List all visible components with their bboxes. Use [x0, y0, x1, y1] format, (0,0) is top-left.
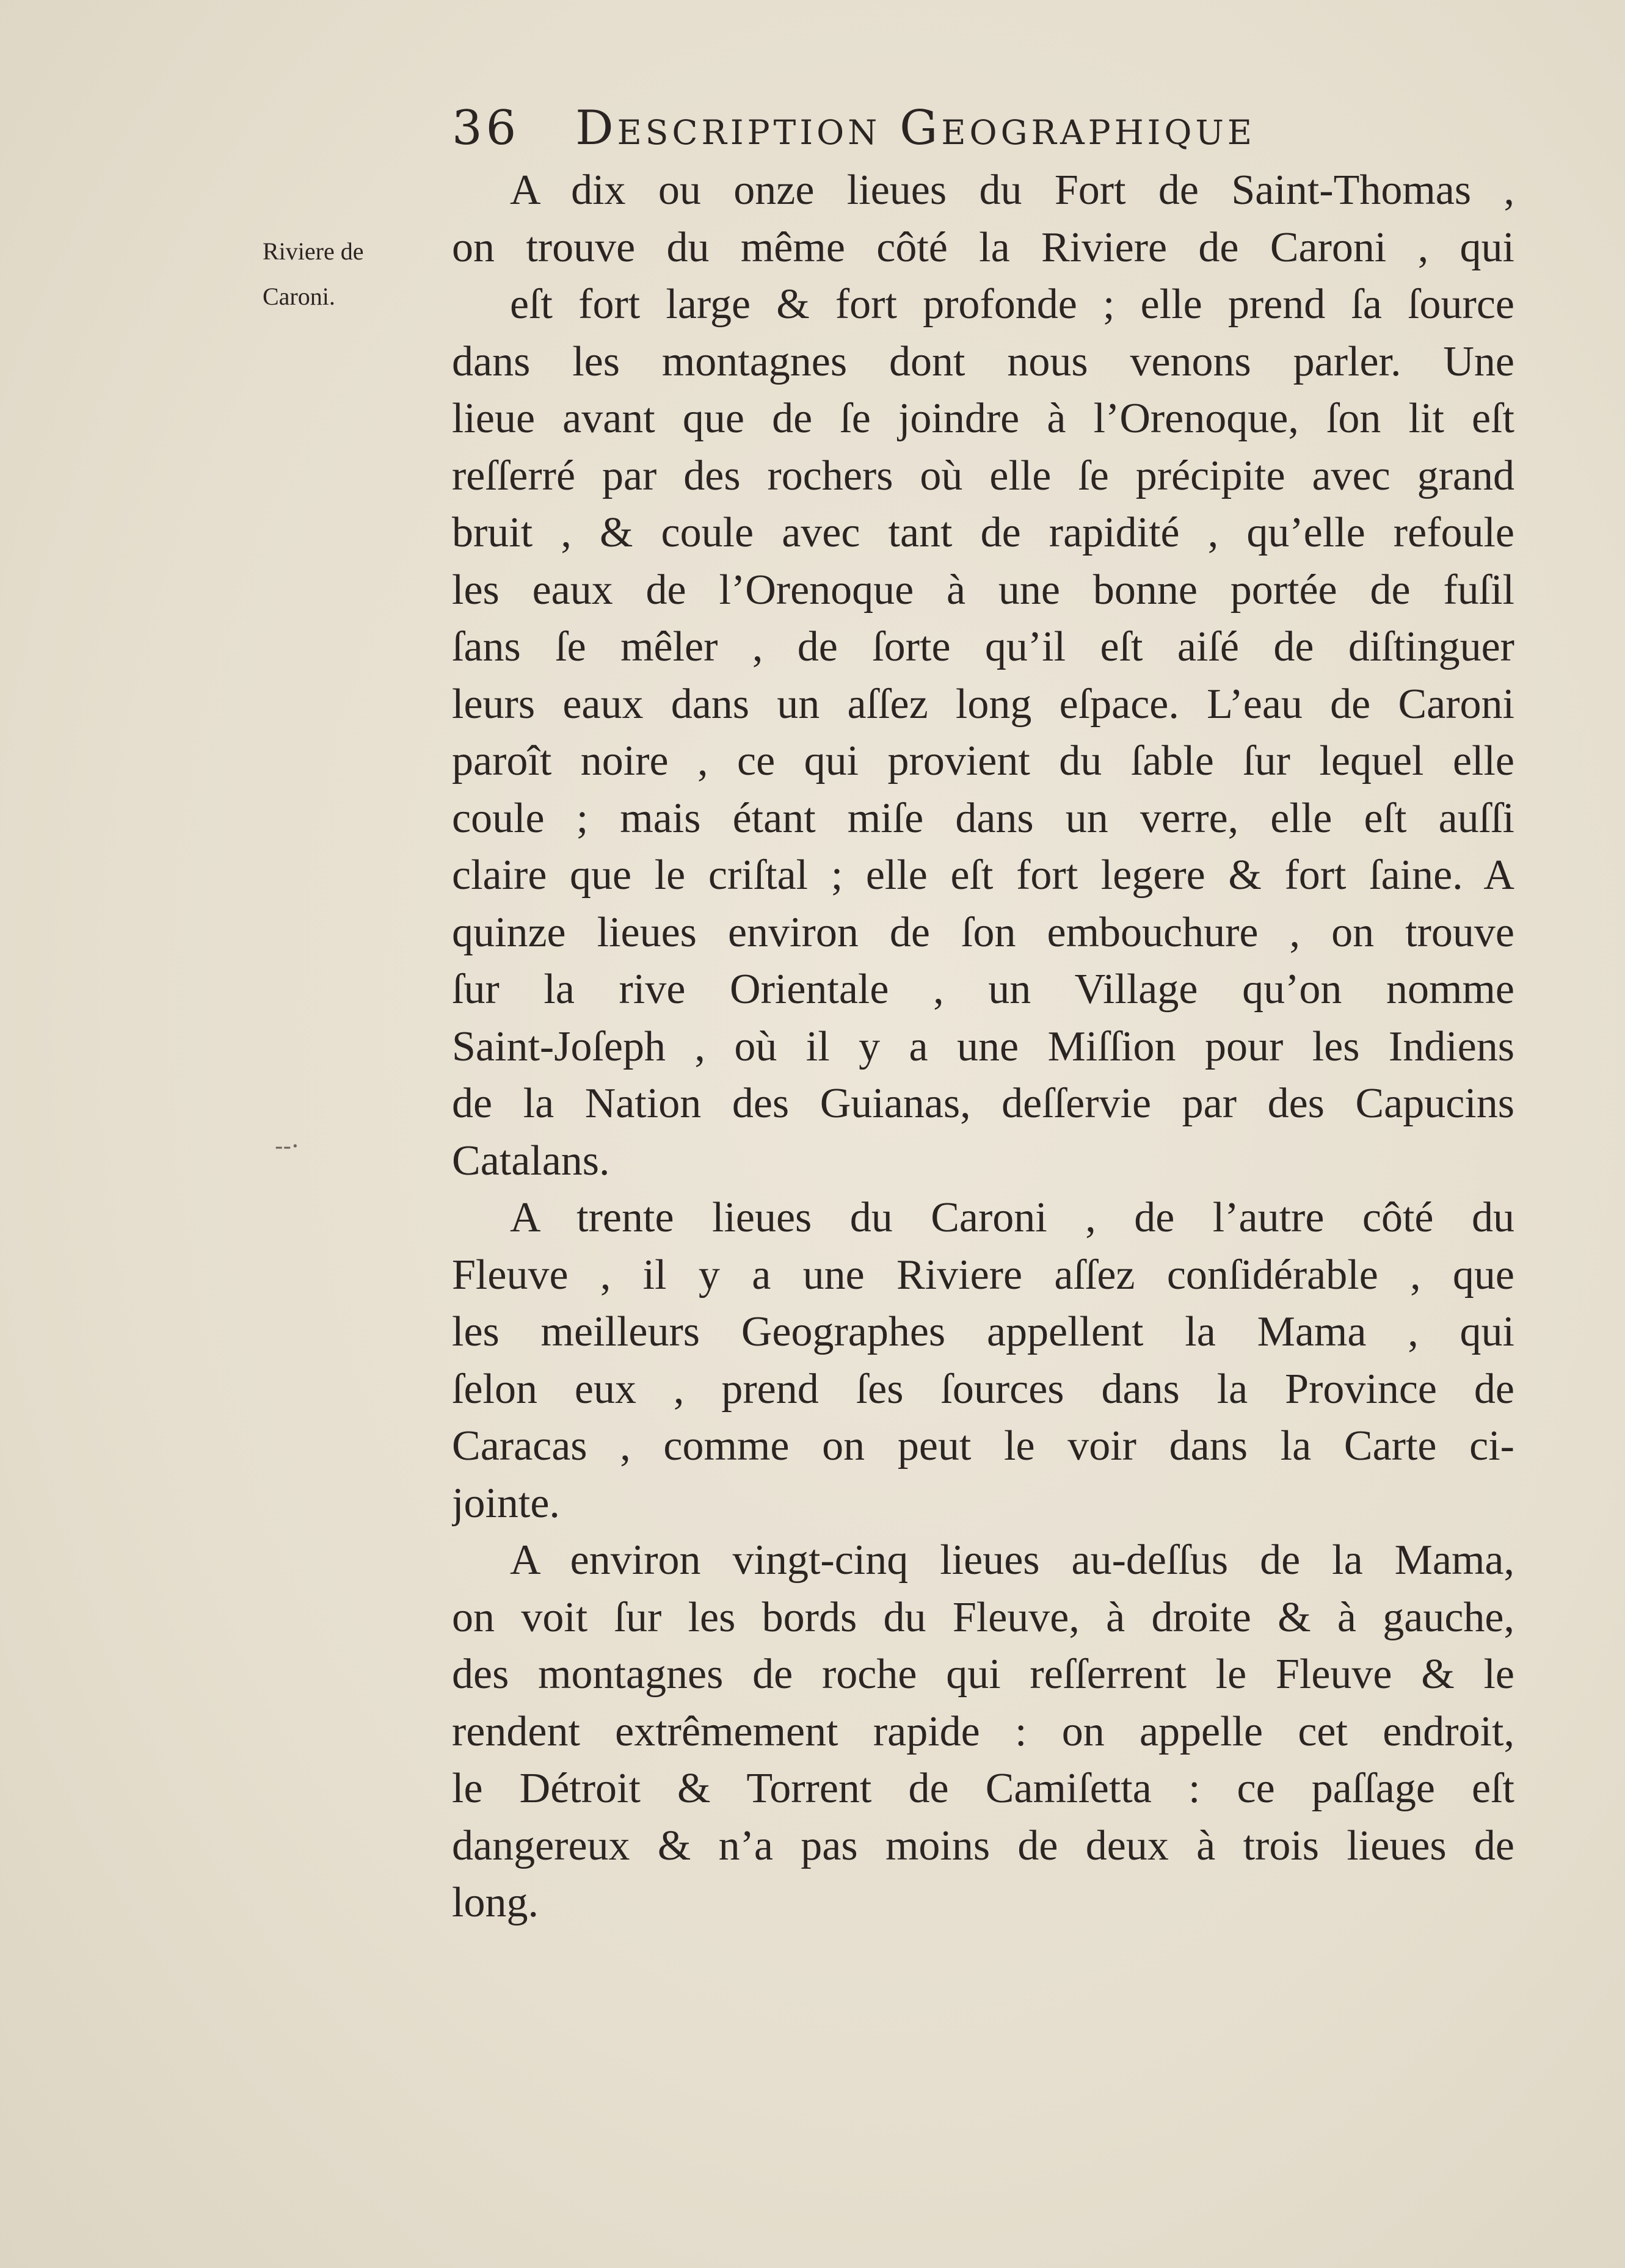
text-line: reſſerré par des rochers où elle ſe précipite avec grand — [452, 452, 1514, 499]
text-line: Caracas , comme on peut le voir dans la Carte ci- — [452, 1422, 1514, 1469]
text-line: Saint-Joſeph , où il y a une Miſſion pour les Indiens — [452, 1023, 1514, 1070]
text-line: le Détroit & Torrent de Camiſetta : ce paſſage eſt — [452, 1765, 1514, 1812]
page-number: 36 — [452, 101, 520, 156]
text-line: ſelon eux , prend ſes ſources dans la Province de — [452, 1365, 1514, 1413]
text-line: Fleuve , il y a une Riviere aſſez conſidérable , que — [452, 1251, 1514, 1299]
margin-note — [263, 229, 446, 319]
text-line: eſt fort large & fort profonde ; elle prend ſa ſource — [510, 281, 1514, 328]
text-line: on voit ſur les bords du Fleuve, à droite & à gauche, — [452, 1593, 1514, 1641]
text-line: A trente lieues du Caroni , de l’autre côté du — [510, 1194, 1514, 1241]
text-line: bruit , & coule avec tant de rapidité , qu’elle refoule — [452, 509, 1514, 556]
text-line: ſans ſe mêler , de ſorte qu’il eſt aiſé de diſtinguer — [452, 623, 1514, 670]
text-line: jointe. — [452, 1479, 560, 1527]
text-line: Catalans. — [452, 1137, 610, 1184]
text-line: les eaux de l’Orenoque à une bonne portée de fuſil — [452, 566, 1514, 614]
text-line: paroît noire , ce qui provient du ſable ſur lequel elle — [452, 737, 1514, 784]
text-line: claire que le criſtal ; elle eſt fort legere & fort ſaine. A — [452, 852, 1514, 899]
margin-mark: --· — [275, 1132, 299, 1161]
text-line: quinze lieues environ de ſon embouchure , on trouve — [452, 908, 1514, 956]
page-header — [452, 98, 1405, 159]
text-line: dans les montagnes dont nous venons parler. Une — [452, 338, 1514, 385]
text-line: dangereux & n’a pas moins de deux à trois lieues de — [452, 1822, 1514, 1869]
text-line: A dix ou onze lieues du Fort de Saint-Thomas , — [510, 167, 1514, 214]
text-line: les meilleurs Geographes appellent la Mama , qui — [452, 1308, 1514, 1355]
text-line: rendent extrêmement rapide : on appelle cet endroit, — [452, 1708, 1514, 1755]
text-line: leurs eaux dans un aſſez long eſpace. L’eau de Caroni — [452, 680, 1514, 728]
running-title: Description Geographique — [575, 101, 1256, 156]
margin-note-line: Caroni. — [263, 283, 335, 310]
body-text — [452, 162, 1514, 1932]
text-line: A environ vingt-cinq lieues au-deſſus de la Mama, — [510, 1537, 1514, 1584]
text-line: on trouve du même côté la Riviere de Caroni , qui — [452, 223, 1514, 271]
text-line: de la Nation des Guianas, deſſervie par des Capucins — [452, 1080, 1514, 1127]
margin-note-line: Riviere de — [263, 237, 364, 265]
text-line: long. — [452, 1879, 539, 1926]
text-line: ſur la rive Orientale , un Village qu’on nomme — [452, 966, 1514, 1013]
text-line: lieue avant que de ſe joindre à l’Orenoque, ſon lit eſt — [452, 395, 1514, 442]
text-line: coule ; mais étant miſe dans un verre, elle eſt auſſi — [452, 794, 1514, 842]
text-line: des montagnes de roche qui reſſerrent le Fleuve & le — [452, 1651, 1514, 1698]
